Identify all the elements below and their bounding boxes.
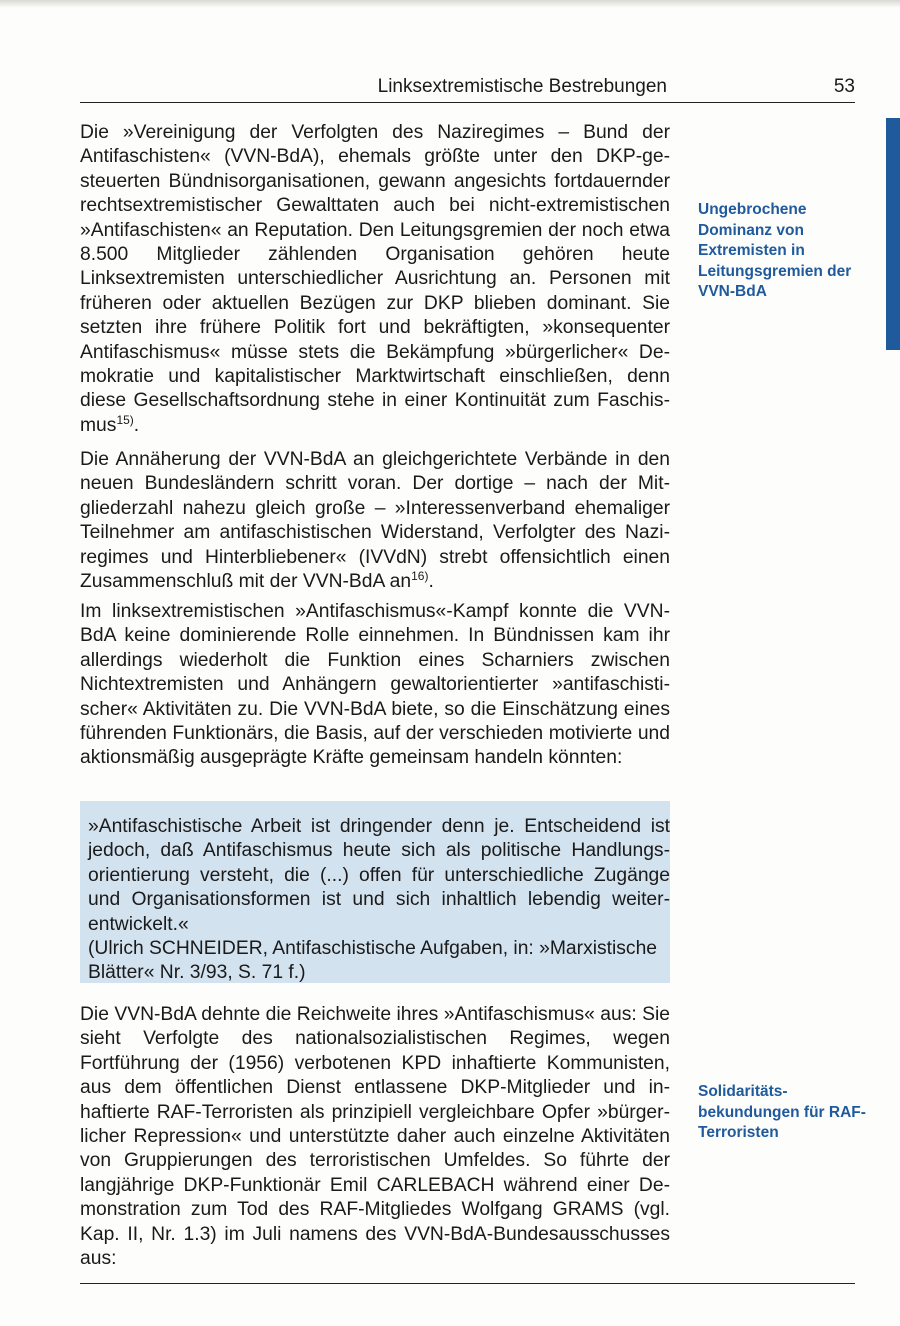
header-title: Linksextremistische Bestrebungen xyxy=(377,76,667,97)
paragraph-1-text: Die »Vereinigung der Verfolgten des Naziregimes – Bund der Antifaschisten« (VVN-BdA), ehemals größte unter den DKP-gesteuerten Bündnisorganisationen, gewann angesichts fortdauernder rechtsextremistischer Gewalttaten auch bei nicht-extremistischen »Antifaschisten« an Reputation. Den Leitungsgremien der noch etwa 8.500 Mitglieder zählenden Organisation gehören heute Linksextremisten unterschiedlicher Ausrichtung an. Personen mit früheren oder aktuellen Bezügen zur DKP blieben dominant. Sie setzten ihre frühere Politik fort und bekräftigten, »konsequenter Antifaschismus« müsse stets die Bekämpfung »bürgerlicher« Demokratie und kapitalistischer Marktwirtschaft einschließen, denn diese Gesellschaftsordnung stehe in einer Kontinuität zum Faschismus xyxy=(80,122,670,436)
paragraph-2 xyxy=(80,448,670,594)
footnote-ref-16: 16) xyxy=(411,569,429,584)
page-number: 53 xyxy=(833,76,855,97)
footer-rule xyxy=(80,1283,855,1284)
paragraph-2-text: Die Annäherung der VVN-BdA an gleichgerichtete Verbände in den neuen Bundesländern schritt voran. Der dortige – nach der Mitgliederzahl nahezu gleich große – »Interessenverband ehemaliger Teilnehmer am antifaschistischen Widerstand, Verfolgter des Naziregimes und Hinterbliebener« (IVVdN) strebt offensichtlich einen Zusammenschluß mit der VVN-BdA an xyxy=(80,449,670,593)
page-top-edge xyxy=(0,0,900,8)
paragraph-3 xyxy=(80,600,670,771)
paragraph-4 xyxy=(80,1003,670,1271)
quote-citation: (Ulrich SCHNEIDER, Antifaschistische Aufgaben, in: »Marxistische Blätter« Nr. 3/93, S. 71 f.) xyxy=(88,938,658,984)
paragraph-3-text: Im linksextremistischen »Antifaschismus«-Kampf konnte die VVN-BdA keine dominierende Rolle einnehmen. In Bündnissen kam ihr allerdings wiederholt die Funktion eines Scharniers zwischen Nichtextremisten und Anhängern gewaltorientierter »antifaschistischer« Aktivitäten zu. Die VVN-BdA biete, so die Einschätzung eines führenden Funktionärs, die Basis, auf der verschieden motivierte und aktionsmäßig ausgeprägte Kräfte gemeinsam handeln könnten: xyxy=(80,601,670,769)
paragraph-2-end: . xyxy=(428,571,434,593)
paragraph-1-end: . xyxy=(133,414,140,436)
quote-text: »Antifaschistische Arbeit ist dringender denn je. Entscheidend ist jedoch, daß Antifaschismus heute sich als politische Handlungsorientierung versteht, die (...) offen für unterschiedliche Zugänge und Organisationsformen ist und sich inhaltlich lebendig weiterentwickelt.« xyxy=(88,816,670,935)
paragraph-4-text: Die VVN-BdA dehnte die Reichweite ihres »Antifaschismus« aus: Sie sieht Verfolgte des nationalsozialistischen Regimes, wegen Fortführung der (1956) verbotenen KPD inhaftierte Kommunisten, aus dem öffentlichen Dienst entlassene DKP-Mitglieder und inhaftierte RAF-Terroristen als prinzipiell vergleichbare Opfer »bürgerlicher Repression« und unterstützte daher auch einzelne Aktivitäten von Gruppierungen des terroristischen Umfeldes. So führte der langjährige DKP-Funktionär Emil CARLEBACH während einer Demonstration zum Tod des RAF-Mitgliedes Wolfgang GRAMS (vgl. Kap. II, Nr. 1.3) im Juli namens des VVN-BdA-Bundesausschusses aus: xyxy=(80,1004,670,1270)
margin-note-solidarity: Solidaritätsbekundungen für RAF-Terroristen xyxy=(698,1083,866,1141)
chapter-marker-bar xyxy=(886,118,900,350)
margin-note-dominance: Ungebrochene Dominanz von Extremisten in Leitungsgremien der VVN-BdA xyxy=(698,201,852,300)
paragraph-1 xyxy=(80,121,670,438)
quote-box xyxy=(80,801,670,983)
footnote-ref-15: 15) xyxy=(116,412,134,427)
running-header xyxy=(80,76,855,103)
